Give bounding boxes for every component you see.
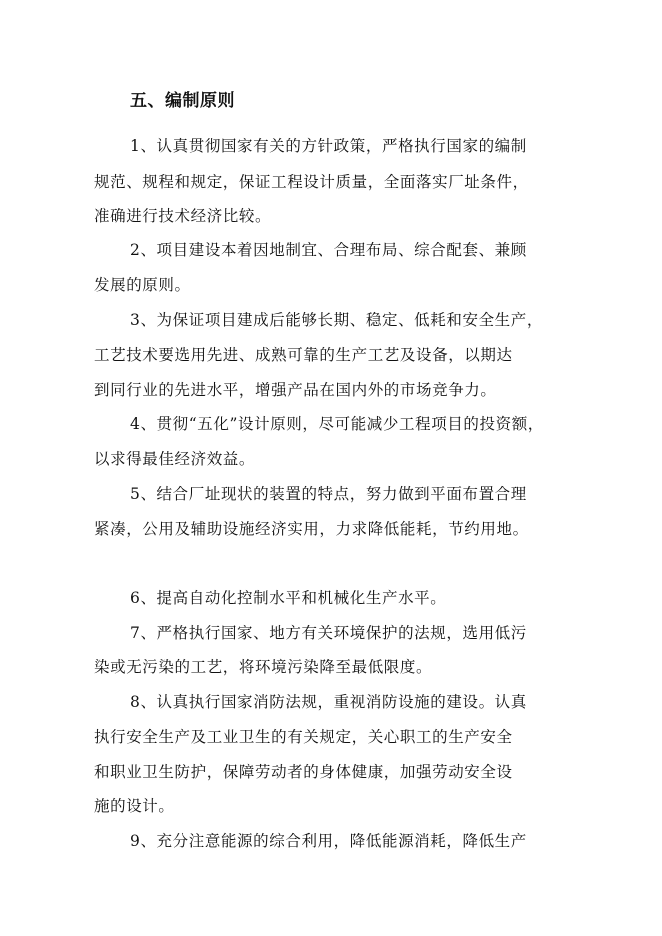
text-line: 准确进行技术经济比较。: [94, 207, 272, 225]
text-line: 规范、规程和规定，保证工程设计质量，全面落实厂址条件，: [94, 173, 529, 191]
text-line: 紧凑，公用及辅助设施经济实用，力求降低能耗，节约用地。: [94, 520, 529, 538]
text-line: 6、提高自动化控制水平和机械化生产水平。: [130, 589, 447, 607]
text-line: 3、为保证项目建成后能够长期、稳定、低耗和安全生产，: [130, 311, 543, 329]
text-line: 发展的原则。: [94, 276, 191, 294]
text-line: 2、项目建设本着因地制宜、合理布局、综合配套、兼顾: [130, 241, 527, 259]
text-line: 工艺技术要选用先进、成熟可靠的生产工艺及设备，以期达: [94, 346, 513, 364]
section-heading: 五、编制原则: [130, 91, 235, 111]
text-line: 1、认真贯彻国家有关的方针政策，严格执行国家的编制: [130, 137, 527, 155]
text-line: 4、贯彻“五化”设计原则，尽可能减少工程项目的投资额，: [130, 415, 544, 433]
text-line: 8、认真执行国家消防法规，重视消防设施的建设。认真: [130, 693, 527, 711]
text-line: 5、结合厂址现状的装置的特点，努力做到平面布置合理: [130, 485, 527, 503]
text-line: 7、严格执行国家、地方有关环境保护的法规，选用低污: [130, 624, 527, 642]
text-line: 以求得最佳经济效益。: [94, 450, 256, 468]
text-line: 和职业卫生防护，保障劳动者的身体健康，加强劳动安全设: [94, 763, 513, 781]
text-line: 施的设计。: [94, 797, 175, 815]
text-line: 执行安全生产及工业卫生的有关规定，关心职工的生产安全: [94, 728, 513, 746]
text-line: 染或无污染的工艺，将环境污染降至最低限度。: [94, 658, 433, 676]
text-line: 9、充分注意能源的综合利用，降低能源消耗，降低生产: [130, 832, 527, 850]
text-line: 到同行业的先进水平，增强产品在国内外的市场竞争力。: [94, 381, 497, 399]
